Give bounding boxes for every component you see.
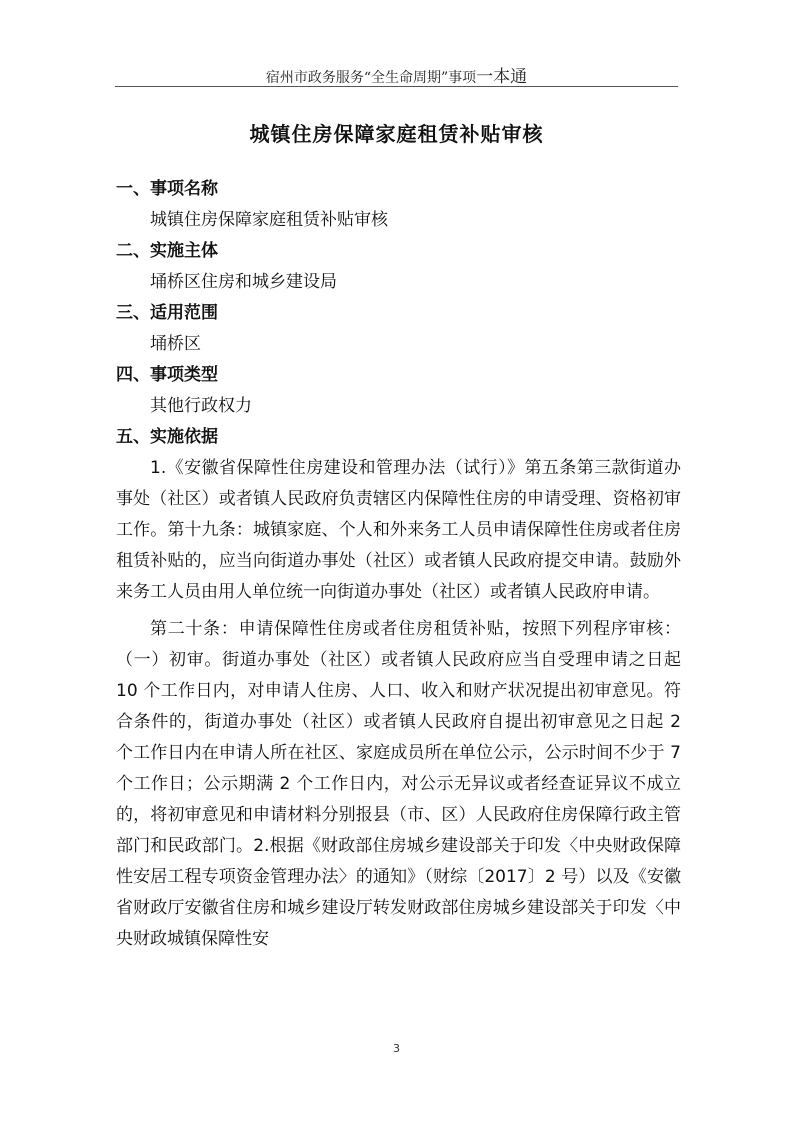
basis-paragraph: 第二十条：申请保障性住房或者住房租赁补贴，按照下列程序审核：（一）初审。街道办事处（社区）或者镇人民政府应当自受理申请之日起 10 个工作日内，对申请人住房、人口、收入和财产状况提出初审意见。符合条件的，街道办事处（社区）或者镇人民政府自提出初审意见之日起 2 个工作日内在申请人所在社区、家庭成员所在单位公示，公示时间不少于 7 个工作日；公示期满 2 个工作日内，对公示无异议或者经查证异议不成立的，将初审意见和申请材料分别报县（市、区）人民政府住房保障行政主管部门和民政部门。2.根据《财政部住房城乡建设部关于印发〈中央财政保障性安居工程专项资金管理办法〉的通知》（财综〔2017〕2 号）以及《安徽省财政厅安徽省住房和城乡建设厅转发财政部住房城乡建设部关于印发〈中央财政城镇保障性安: [116, 619, 681, 949]
section-value-item-type: 其他行政权力: [150, 396, 252, 416]
section-heading-item-name: 一、事项名称: [116, 179, 218, 199]
header-prefix: 宿州市政务服务“全生命周期”事项: [265, 70, 477, 86]
header-suffix: 一本通: [476, 67, 528, 87]
basis-paragraph: 1.《安徽省保障性住房建设和管理办法（试行）》第五条第三款街道办事处（社区）或者镇人民政府负责辖区内保障性住房的申请受理、资格初审工作。第十九条：城镇家庭、个人和外来务工人员申请保障性住房或者住房租赁补贴的，应当向街道办事处（社区）或者镇人民政府提交申请。鼓励外来务工人员由用人单位统一向街道办事处（社区）或者镇人民政府申请。: [116, 458, 681, 602]
section-heading-scope: 三、适用范围: [116, 303, 218, 323]
section-heading-basis: 五、实施依据: [116, 427, 218, 447]
section-value-scope: 埇桥区: [150, 334, 201, 354]
section-heading-implementer: 二、实施主体: [116, 241, 218, 261]
document-body: [116, 174, 681, 955]
document-title: 城镇住房保障家庭租赁补贴审核: [249, 122, 544, 146]
page-number: 3: [393, 1042, 400, 1055]
header-divider: [115, 86, 678, 87]
section-heading-item-type: 四、事项类型: [116, 365, 218, 385]
section-value-item-name: 城镇住房保障家庭租赁补贴审核: [150, 210, 388, 230]
section-value-implementer: 埇桥区住房和城乡建设局: [150, 272, 337, 292]
page-header: [0, 62, 793, 87]
